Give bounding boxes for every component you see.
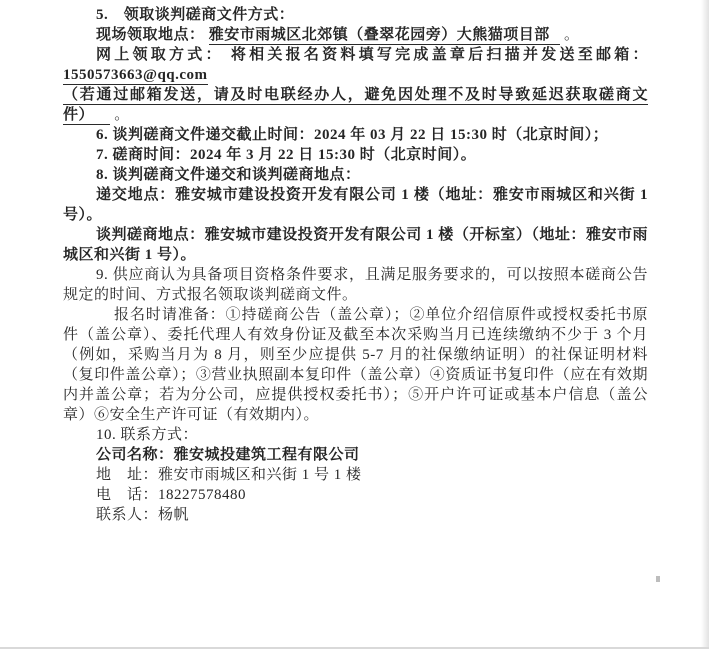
contact-person: 联系人：杨帆 (96, 507, 190, 523)
online-pickup-label: 网上领取方式： (96, 47, 224, 63)
company-name: 公司名称：雅安城投建筑工程有限公司 (96, 447, 360, 463)
onsite-pickup-address: 雅安市雨城区北郊镇（叠翠花园旁）大熊猫项目部 (209, 27, 560, 45)
email-note-period: 。 (114, 107, 130, 123)
onsite-pickup-line (63, 25, 648, 45)
section-5-heading: 5. 领取谈判磋商文件方式： (96, 7, 295, 23)
section-10-heading: 10. 联系方式： (96, 427, 199, 443)
email-note: （若通过邮箱发送，请及时电联经办人，避免因处理不及时导致延迟获取磋商文件） (63, 87, 648, 123)
negotiation-location: 谈判磋商地点：雅安城市建设投资开发有限公司 1 楼（开标室）（地址：雅安市雨城区和兴街 1 号）。 (63, 227, 648, 263)
email-address: 1550573663@qq.com (63, 67, 208, 83)
onsite-pickup-label: 现场领取地点： (96, 27, 205, 43)
online-pickup-line (63, 45, 648, 85)
phone-number: 电 话：18227578480 (96, 487, 247, 503)
submission-location: 递交地点：雅安城市建设投资开发有限公司 1 楼（地址：雅安市雨城区和兴街 1 号）。 (63, 187, 648, 223)
section-6-deadline: 6. 谈判磋商文件递交截止时间：2024 年 03 月 22 日 15:30 时（北京时间）； (96, 127, 609, 143)
email-note-line (63, 85, 648, 125)
section-9-paragraph: 9. 供应商认为具备项目资格条件要求，且满足服务要求的，可以按照本磋商公告规定的时间、方式报名领取谈判磋商文件。 (63, 267, 648, 303)
registration-requirements: 报名时请准备：①持磋商公告（盖公章）；②单位介绍信原件或授权委托书原件（盖公章）、委托代理人有效身份证及截至本次采购当月已连续缴纳不少于 3 个月（例如，采购当月为 8 月，则至少应提供 5-7 月的社保缴纳证明）的社保证明材料（复印件盖公章）；③营业执照副本复印件（盖公章）④资质证书复印件（应在有效期内并盖公章；若为分公司，应提供授权委托书）；⑤开户许可证或基本户信息（盖公章）⑥安全生产许可证（有效期内）。 (63, 307, 648, 423)
section-8-heading: 8. 谈判磋商文件递交和谈判磋商地点： (96, 167, 361, 183)
section-7-time: 7. 磋商时间：2024 年 3 月 22 日 15:30 时（北京时间）。 (96, 147, 477, 163)
online-pickup-text: 将相关报名资料填写完成盖章后扫描并发送至邮箱： (230, 47, 648, 63)
onsite-pickup-period: 。 (564, 27, 580, 43)
company-address: 地 址：雅安市雨城区和兴街 1 号 1 楼 (96, 467, 362, 483)
